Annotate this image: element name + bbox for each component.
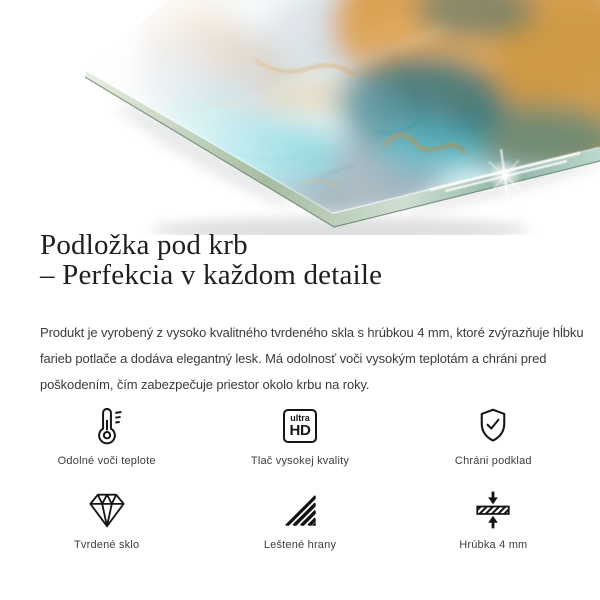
page-title-line2: – Perfekcia v každom detaile bbox=[40, 258, 383, 291]
shield-check-icon bbox=[473, 405, 513, 447]
feature-label: Leštené hrany bbox=[263, 539, 337, 551]
thickness-icon bbox=[472, 489, 514, 531]
feature-polished-edges bbox=[203, 489, 396, 551]
feature-label: Tlač vysokej kvality bbox=[250, 455, 350, 467]
page-title bbox=[40, 231, 382, 290]
feature-label: Odolné voči teplote bbox=[57, 455, 156, 467]
polished-edges-icon bbox=[280, 489, 320, 531]
feature-thickness bbox=[397, 489, 590, 551]
hero-product-image bbox=[0, 0, 600, 235]
page-title-line1: Podložka pod krb bbox=[40, 229, 248, 261]
diamond-icon bbox=[86, 489, 128, 531]
feature-label: Hrúbka 4 mm bbox=[459, 539, 528, 551]
feature-tempered-glass bbox=[10, 489, 203, 551]
feature-protects-base bbox=[397, 405, 590, 467]
feature-heat-resistant bbox=[10, 405, 203, 467]
feature-label: Tvrdené sklo bbox=[73, 539, 140, 551]
feature-grid bbox=[10, 405, 590, 551]
ultra-hd-icon bbox=[283, 405, 317, 447]
product-description: Produkt je vyrobený z vysoko kvalitného tvrdeného skla s hrúbkou 4 mm, ktoré zvýrazňuje hĺbku farieb potlače a dodáva elegantný lesk. Má odolnosť voči vysokým teplotám a chráni pred poškodením, čím zabezpečuje priestor okolo krbu na roky. bbox=[40, 325, 584, 392]
thermometer-icon bbox=[86, 405, 128, 447]
ultra-hd-icon-text-bottom: HD bbox=[289, 421, 311, 439]
ultra-hd-icon-text-top: ultra bbox=[290, 413, 310, 424]
feature-label: Chráni podklad bbox=[454, 455, 532, 467]
glass-panel-image bbox=[0, 0, 600, 235]
feature-print-quality bbox=[203, 405, 396, 467]
